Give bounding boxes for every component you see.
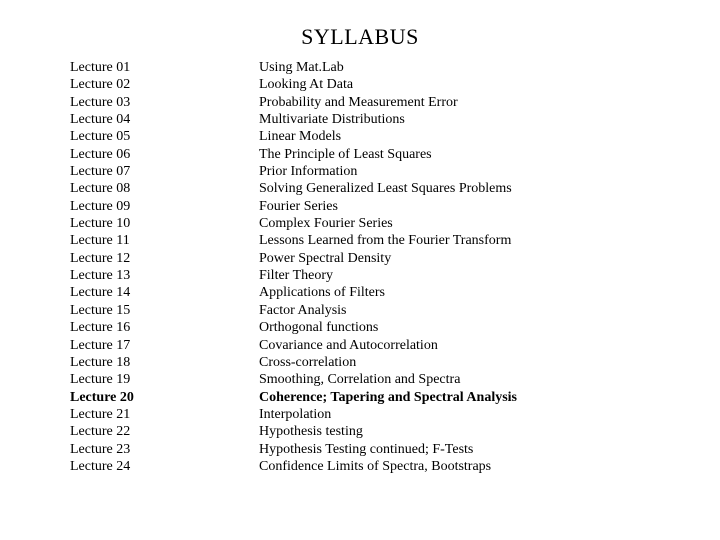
lecture-number: Lecture 13	[70, 268, 131, 284]
lecture-topic: Multivariate Distributions	[259, 112, 405, 128]
lecture-number: Lecture 07	[70, 164, 131, 180]
lecture-number: Lecture 19	[70, 372, 131, 388]
lecture-number: Lecture 08	[70, 181, 131, 197]
lecture-number: Lecture 01	[70, 60, 131, 75]
lecture-topic: Probability and Measurement Error	[259, 94, 458, 110]
lecture-topic: Solving Generalized Least Squares Problems	[259, 181, 512, 197]
lecture-topic: Factor Analysis	[259, 302, 347, 318]
lecture-topic: Prior Information	[259, 164, 358, 180]
lecture-topic: Hypothesis Testing continued; F-Tests	[259, 441, 474, 457]
lecture-number: Lecture 15	[70, 302, 131, 318]
lecture-topic: Coherence; Tapering and Spectral Analysis	[259, 389, 517, 405]
lecture-topic: Covariance and Autocorrelation	[259, 337, 438, 353]
lecture-topic: Filter Theory	[259, 268, 334, 284]
lecture-number: Lecture 11	[70, 233, 130, 249]
lecture-topic: Hypothesis testing	[259, 424, 363, 440]
lecture-number: Lecture 03	[70, 94, 131, 110]
lecture-topic: Looking At Data	[259, 77, 354, 93]
lecture-topic: Power Spectral Density	[259, 250, 392, 266]
page-title: SYLLABUS	[301, 24, 419, 49]
lecture-number: Lecture 17	[70, 337, 131, 353]
lecture-number: Lecture 14	[70, 285, 131, 301]
lecture-number: Lecture 18	[70, 354, 131, 370]
lecture-topic: Confidence Limits of Spectra, Bootstraps	[259, 458, 492, 474]
lecture-number: Lecture 02	[70, 77, 131, 93]
lecture-topic: Orthogonal functions	[259, 320, 379, 336]
lecture-topic: Complex Fourier Series	[259, 216, 393, 232]
lecture-topic: Smoothing, Correlation and Spectra	[259, 372, 461, 388]
lecture-number: Lecture 12	[70, 250, 131, 266]
lecture-number: Lecture 09	[70, 198, 131, 214]
lecture-topic: Fourier Series	[259, 198, 338, 214]
lecture-topic: Lessons Learned from the Fourier Transform	[259, 233, 512, 249]
lecture-number: Lecture 23	[70, 441, 131, 457]
lecture-number: Lecture 24	[70, 458, 131, 474]
lecture-topic: Interpolation	[259, 406, 332, 422]
lecture-number: Lecture 22	[70, 424, 131, 440]
lecture-topic: Cross-correlation	[259, 354, 357, 370]
lecture-number: Lecture 21	[70, 406, 131, 422]
lecture-number: Lecture 05	[70, 129, 131, 145]
lecture-number: Lecture 20	[70, 389, 134, 405]
lecture-topic: The Principle of Least Squares	[259, 146, 432, 162]
lecture-topic: Using Mat.Lab	[259, 60, 344, 75]
lecture-topic-list	[259, 59, 517, 475]
lecture-number: Lecture 10	[70, 216, 131, 232]
lecture-number: Lecture 16	[70, 320, 131, 336]
lecture-number: Lecture 04	[70, 112, 131, 128]
lecture-number-list	[70, 59, 134, 475]
lecture-topic: Applications of Filters	[259, 285, 385, 301]
lecture-number: Lecture 06	[70, 146, 131, 162]
lecture-topic: Linear Models	[259, 129, 342, 145]
